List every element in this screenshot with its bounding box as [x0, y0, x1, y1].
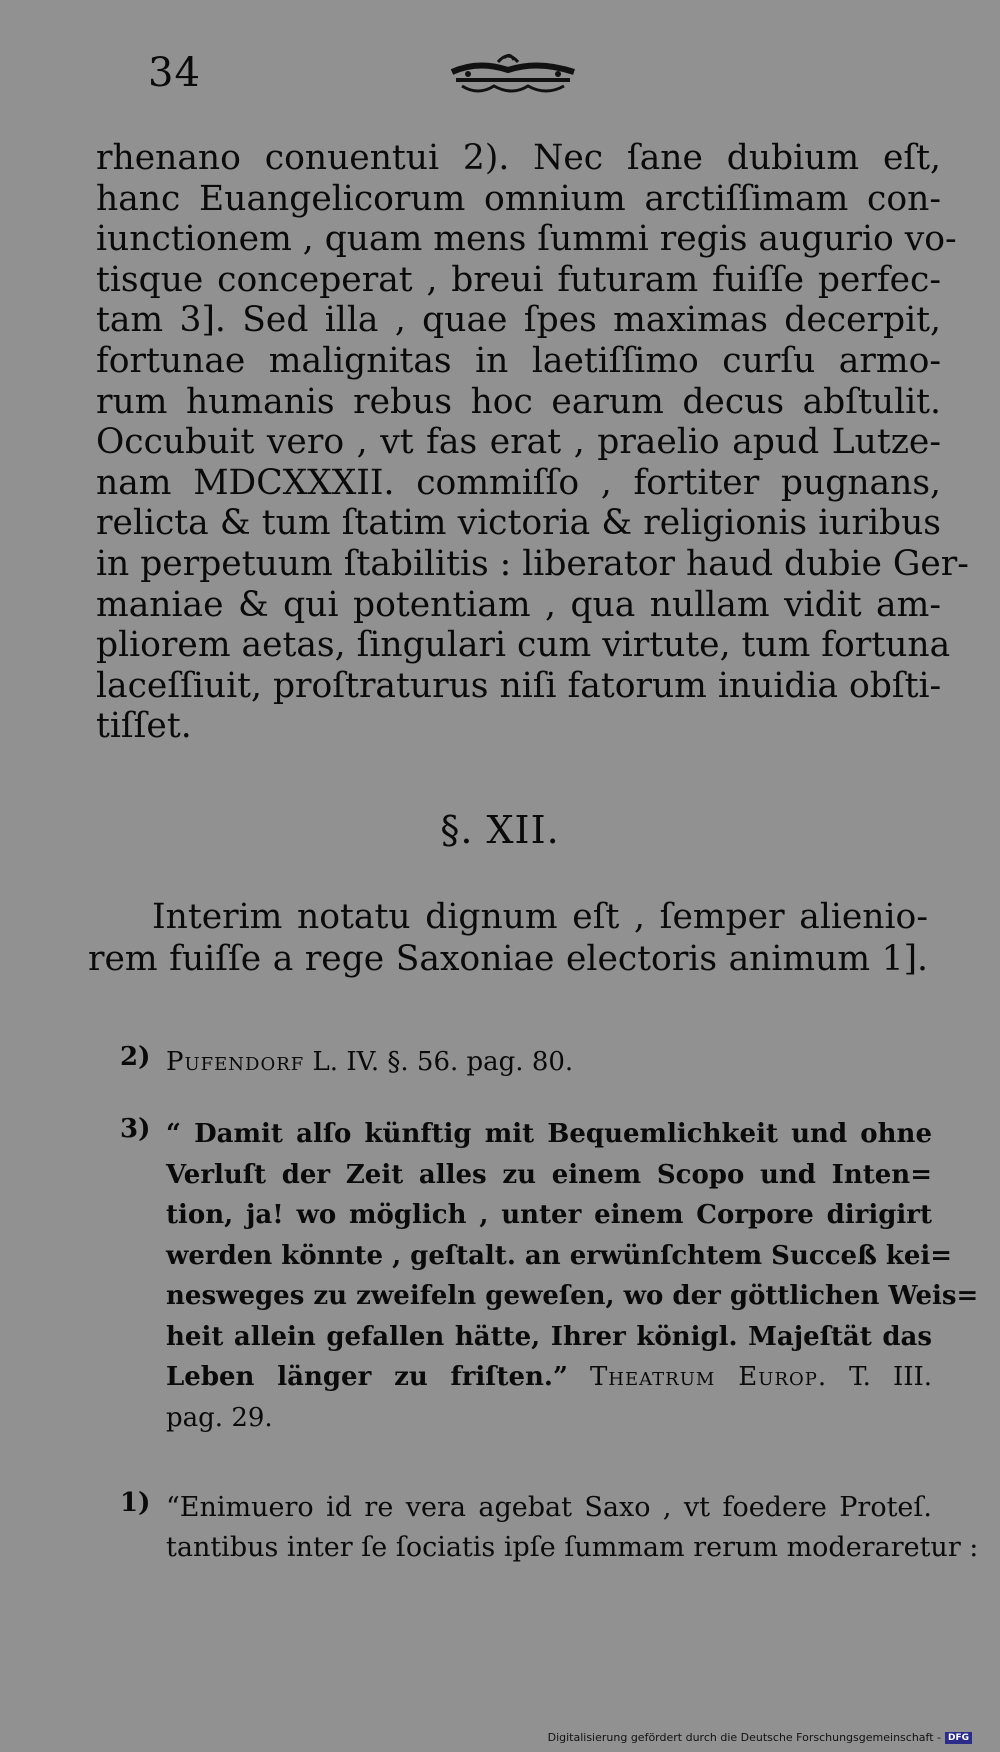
footnote-line: tion, ja! wo möglich , unter einem Corpore dirigirt [166, 1200, 932, 1230]
text-line: tiſſet. [96, 706, 192, 747]
text-line: hanc Euangelicorum omnium arctiſſimam con- [96, 178, 941, 219]
text-line: rem fuiſſe a rege Saxoniae electoris animum 1]. [88, 939, 928, 979]
footnote-line: “Enimuero id re vera agebat Saxo , vt foedere Proteſ. [166, 1492, 932, 1523]
footnote-line: pag. 29. [166, 1402, 273, 1433]
text-line: laceſſiuit, proſtraturus niſi fatorum inuidia obſti- [96, 665, 942, 706]
footnote-line [166, 1042, 932, 1083]
citation: L. IV. §. 56. pag. 80. [304, 1047, 574, 1077]
footnote-line: nesweges zu zweifeln geweſen, wo der göttlichen Weis= [166, 1281, 979, 1311]
credit-text: Digitalisierung gefördert durch die Deutsche Forschungsgemeinschaft - [547, 1731, 941, 1744]
quote-end: Leben länger zu friſten.” [166, 1362, 568, 1392]
text-line: Occubuit vero , vt fas erat , praelio apud Lutze- [96, 422, 941, 463]
author-name: Pufendorf [166, 1047, 305, 1077]
footnote-2 [120, 1042, 932, 1083]
text-line: pliorem aetas, ſingulari cum virtute, tum fortuna [96, 625, 951, 666]
footnote-line [166, 1357, 932, 1398]
text-line: iunctionem , quam mens ſummi regis augurio vo- [96, 219, 957, 260]
footnotes [120, 1042, 979, 1563]
footnote-marker: 1) [120, 1488, 151, 1518]
printer-ornament [448, 50, 578, 100]
text-line: relicta & tum ſtatim victoria & religionis iuribus [96, 503, 941, 544]
digitization-credit [548, 1731, 972, 1744]
footnote-line: “ Damit alſo künftig mit Bequemlichkeit und ohne [166, 1119, 932, 1149]
text-line: tam 3]. Sed illa , quae ſpes maximas decerpit, [96, 300, 941, 341]
text-line: Interim notatu dignum eſt , ſemper alienio- [152, 897, 928, 937]
footnote-body [120, 1114, 979, 1438]
text-line: in perpetuum ſtabilitis : liberator haud dubie Ger- [96, 543, 969, 584]
text-line: rum humanis rebus hoc earum decus abſtulit. [96, 381, 941, 422]
dfg-logo: DFG [945, 1732, 972, 1744]
text-line: nam MDCXXXII. commiſſo , fortiter pugnans, [96, 462, 941, 503]
footnote-1 [120, 1488, 979, 1568]
footnote-marker: 3) [120, 1114, 151, 1144]
text-line: tisque conceperat , breui futuram fuiſſe perfec- [96, 259, 941, 300]
footnote-body [120, 1042, 932, 1083]
footnote-line: Verluſt der Zeit alles zu einem Scopo und Inten= [166, 1159, 932, 1190]
footnote-line: tantibus inter ſe ſociatis ipſe ſummam rerum moderaretur : [166, 1532, 979, 1563]
footnote-line: heit allein gefallen hätte, Ihrer königl. Majeſtät das [166, 1321, 932, 1352]
source-title: Theatrum Europ. [589, 1362, 828, 1392]
footnote-marker: 2) [120, 1042, 151, 1072]
text-line: fortunae malignitas in laetiſſimo curſu armo- [96, 340, 941, 381]
footnote-line: werden könnte , geſtalt. an erwünſchtem Succeß kei= [166, 1240, 953, 1271]
page-number: 34 [148, 50, 201, 96]
text-line: rhenano conuentui 2). Nec ſane dubium eſt, [96, 138, 941, 178]
text-line: maniae & qui potentiam , qua nullam vidit am- [96, 584, 941, 625]
section-paragraph [88, 896, 928, 980]
footnote-body [120, 1488, 979, 1568]
source-volume: T. III. [827, 1362, 933, 1392]
footnote-3 [120, 1114, 979, 1438]
main-paragraph [96, 138, 969, 747]
section-heading: §. XII. [440, 808, 560, 852]
